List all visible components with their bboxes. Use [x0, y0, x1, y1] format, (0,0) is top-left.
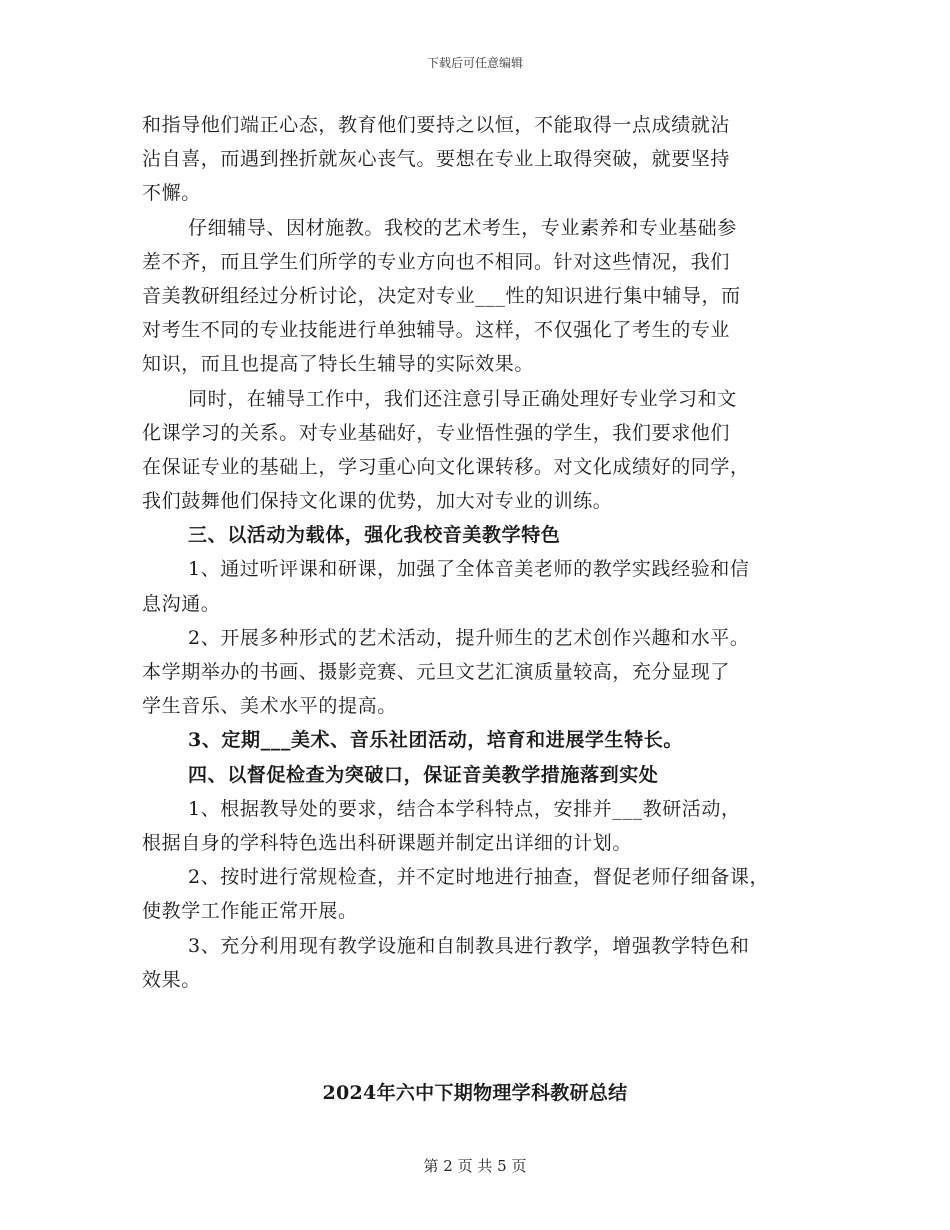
- page-header-note: 下载后可任意编辑: [426, 56, 523, 70]
- paragraph-line: 学生音乐、美术水平的提高。: [142, 695, 397, 718]
- paragraph-line: 2、开展多种形式的艺术活动，提升师生的艺术创作兴趣和水平。: [188, 626, 750, 649]
- paragraph-line: 不懈。: [142, 182, 201, 205]
- paragraph-line: 我们鼓舞他们保持文化课的优势，加大对专业的训练。: [142, 490, 613, 513]
- section-heading-line: 三、以活动为载体，强化我校音美教学特色: [188, 524, 561, 547]
- paragraph-line: 差不齐，而且学生们所学的专业方向也不相同。针对这些情况，我们: [142, 250, 731, 273]
- paragraph-line: 化课学习的关系。对专业基础好，专业悟性强的学生，我们要求他们: [142, 421, 731, 444]
- paragraph-line: 本学期举办的书画、摄影竞赛、元旦文艺汇演质量较高，充分显现了: [142, 661, 731, 683]
- paragraph-line: 对考生不同的专业技能进行单独辅导。这样，不仅强化了考生的专业: [142, 319, 731, 342]
- section-heading-line: 四、以督促检查为突破口，保证音美教学措施落到实处: [188, 763, 659, 786]
- paragraph-line: 和指导他们端正心态，教育他们要持之以恒，不能取得一点成绩就沾: [142, 114, 731, 136]
- paragraph-line: 在保证专业的基础上，学习重心向文化课转移。对文化成绩好的同学，: [142, 455, 750, 478]
- paragraph-line: 3、充分利用现有教学设施和自制教具进行教学，增强教学特色和: [188, 934, 750, 957]
- paragraph-line: 根据自身的学科特色选出科研课题并制定出详细的计划。: [142, 831, 633, 854]
- paragraph-line: 息沟通。: [142, 592, 221, 615]
- paragraph-line: 1、根据教导处的要求，结合本学科特点，安排并___教研活动，: [188, 797, 741, 820]
- paragraph-line: 效果。: [142, 968, 201, 991]
- paragraph-line: 仔细辅导、因材施教。我校的艺术考生，专业素养和专业基础参: [188, 216, 737, 239]
- paragraph-line: 2、按时进行常规检查，并不定时地进行抽查，督促老师仔细备课，: [188, 866, 770, 889]
- page-footer-number: 第 2 页 共 5 页: [423, 1157, 527, 1175]
- paragraph-line: 沾自喜，而遇到挫折就灰心丧气。要想在专业上取得突破，就要坚持: [142, 148, 731, 171]
- document-body: [142, 108, 822, 997]
- paragraph-line: 音美教研组经过分析讨论，决定对专业___性的知识进行集中辅导，而: [142, 284, 741, 307]
- section-heading-line: 3、定期___美术、音乐社团活动，培育和进展学生特长。: [188, 729, 683, 752]
- section-title: 2024年六中下期物理学科教研总结: [322, 1082, 628, 1104]
- paragraph-line: 1、通过听评课和研课，加强了全体音美老师的教学实践经验和信: [188, 558, 750, 581]
- paragraph-line: 使教学工作能正常开展。: [142, 900, 358, 923]
- paragraph-line: 知识，而且也提高了特长生辅导的实际效果。: [142, 353, 535, 376]
- paragraph-line: 同时，在辅导工作中，我们还注意引导正确处理好专业学习和文: [188, 387, 737, 410]
